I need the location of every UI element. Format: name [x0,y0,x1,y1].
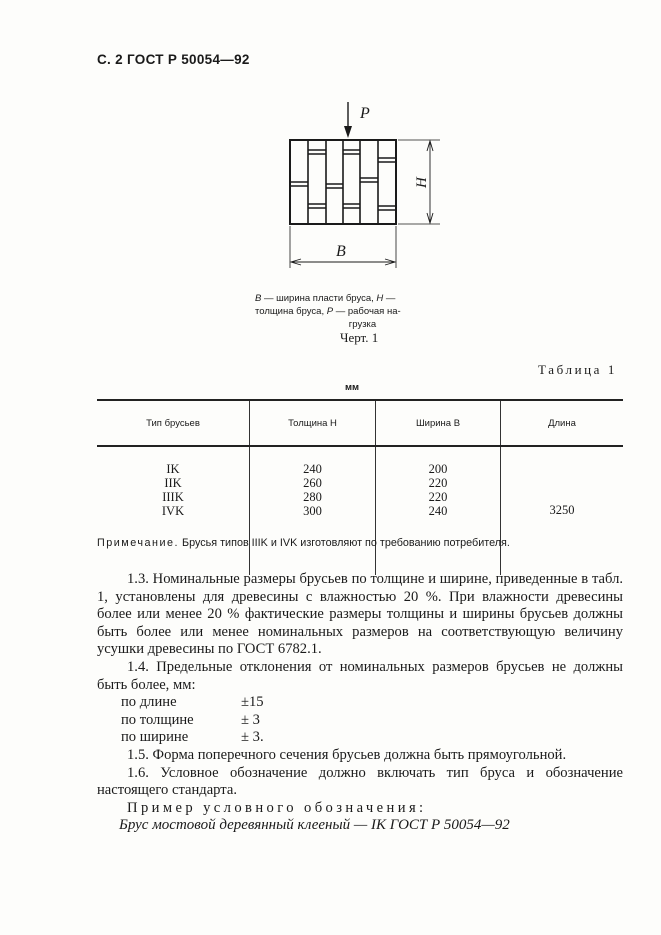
col-header-length: Длина [501,400,624,446]
thickness-cell: 240 260 280 300 [250,446,376,575]
tolerance-row: по толщине ± 3 [121,711,260,728]
example-title: Пример условного обозначения: [127,799,427,816]
tolerance-row: по длине ±15 [121,694,264,711]
height-label: H [414,177,430,188]
figure-label: Черт. 1 [340,330,379,345]
clause-1-3: 1.3. Номинальные размеры брусьев по толщине и ширине, приведенные в табл. 1, установлены для древесины с влажностью 20 %. При влажности древесины более или менее 20 % фактические размеры толщины и ширины брусьев должны быть более или менее номинальных размеров на соответствующую величину усушки древесины по ГОСТ 6782.1. [97,571,623,658]
col-header-width: Ширина B [376,400,501,446]
col-header-thickness: Толщина H [250,400,376,446]
width-label: B [336,243,346,260]
width-cell: 200 220 220 240 [376,446,501,575]
length-cell: 3250 [501,446,624,575]
load-label: P [360,105,370,122]
page-header: С. 2 ГОСТ Р 50054—92 [97,52,250,67]
tolerance-row: по ширине ± 3. [121,729,264,746]
example-designation: Брус мостовой деревянный клееный — IK ГОСТ Р 50054—92 [119,817,510,834]
body-text [97,571,623,835]
type-cell: IK IIK IIIK IVK [161,462,185,518]
figure-caption: B — ширина пласти бруса, H — толщина бруса, P — рабочая на- грузка [255,293,401,330]
table-label: Таблица 1 [538,362,617,377]
table-units: мм [345,382,360,393]
clause-1-6: 1.6. Условное обозначение должно включать тип бруса и обозначение настоящего стандарта. [97,764,623,799]
table-row [97,446,623,575]
beam-cross-section-drawing [270,96,470,276]
clause-1-5: 1.5. Форма поперечного сечения брусьев должна быть прямоугольной. [127,746,567,763]
clause-1-4: 1.4. Предельные отклонения от номинальных размеров брусьев не должны быть более, мм: [97,658,623,693]
table-note: Примечание. Брусья типов IIIK и IVK изготовляют по требованию потребителя. [97,537,510,549]
col-header-type: Тип брусьев [97,400,250,446]
